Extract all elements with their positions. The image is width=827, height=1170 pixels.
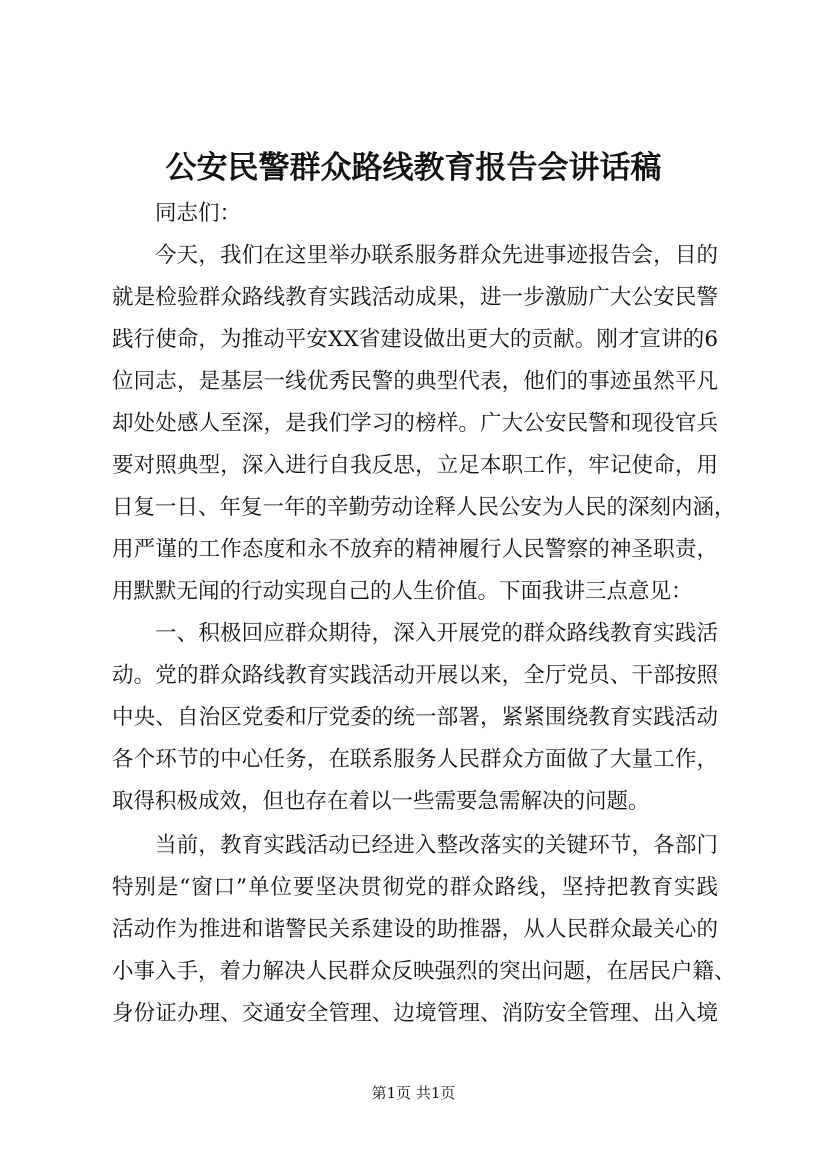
paragraph-line: 用默默无闻的行动实现自己的人生价值。下面我讲三点意见： bbox=[112, 579, 693, 604]
paragraph-line: 践行使命，为推动平安XX省建设做出更大的贡献。刚才宣讲的6 bbox=[112, 327, 718, 352]
paragraph-line: 动。党的群众路线教育实践活动开展以来，全厅党员、干部按照 bbox=[112, 663, 718, 688]
paragraph-line: 一、积极回应群众期待，深入开展党的群众路线教育实践活 bbox=[155, 621, 718, 646]
salutation: 同志们： bbox=[155, 201, 242, 226]
paragraph-line: 特别是“窗口”单位要坚决贯彻党的群众路线，坚持把教育实践 bbox=[112, 875, 718, 900]
paragraph-line: 就是检验群众路线教育实践活动成果，进一步激励广大公安民警 bbox=[112, 285, 718, 310]
paragraph-line: 中央、自治区党委和厅党委的统一部署，紧紧围绕教育实践活动 bbox=[112, 705, 718, 730]
page-footer: 第1页 共1页 bbox=[371, 1084, 456, 1102]
paragraph-line: 小事入手，着力解决人民群众反映强烈的突出问题，在居民户籍、 bbox=[112, 959, 736, 984]
paragraph-line: 日复一日、年复一年的辛勤劳动诠释人民公安为人民的深刻内涵， bbox=[112, 495, 736, 520]
paragraph-line: 要对照典型，深入进行自我反思，立足本职工作，牢记使命，用 bbox=[112, 453, 718, 478]
document-title: 公安民警群众路线教育报告会讲话稿 bbox=[165, 150, 662, 186]
paragraph-line: 用严谨的工作态度和永不放弃的精神履行人民警察的神圣职责， bbox=[112, 537, 718, 562]
paragraph-line: 活动作为推进和谐警民关系建设的助推器，从人民群众最关心的 bbox=[112, 917, 718, 942]
paragraph-line: 身份证办理、交通安全管理、边境管理、消防安全管理、出入境 bbox=[112, 1001, 718, 1026]
paragraph-line: 各个环节的中心任务，在联系服务人民群众方面做了大量工作， bbox=[112, 747, 718, 772]
paragraph-line: 取得积极成效，但也存在着以一些需要急需解决的问题。 bbox=[112, 789, 650, 814]
paragraph-line: 却处处感人至深，是我们学习的榜样。广大公安民警和现役官兵 bbox=[112, 411, 718, 436]
paragraph-line: 今天，我们在这里举办联系服务群众先进事迹报告会，目的 bbox=[155, 243, 718, 268]
paragraph-line: 当前，教育实践活动已经进入整改落实的关键环节，各部门 bbox=[155, 833, 718, 858]
paragraph-line: 位同志，是基层一线优秀民警的典型代表，他们的事迹虽然平凡 bbox=[112, 369, 718, 394]
